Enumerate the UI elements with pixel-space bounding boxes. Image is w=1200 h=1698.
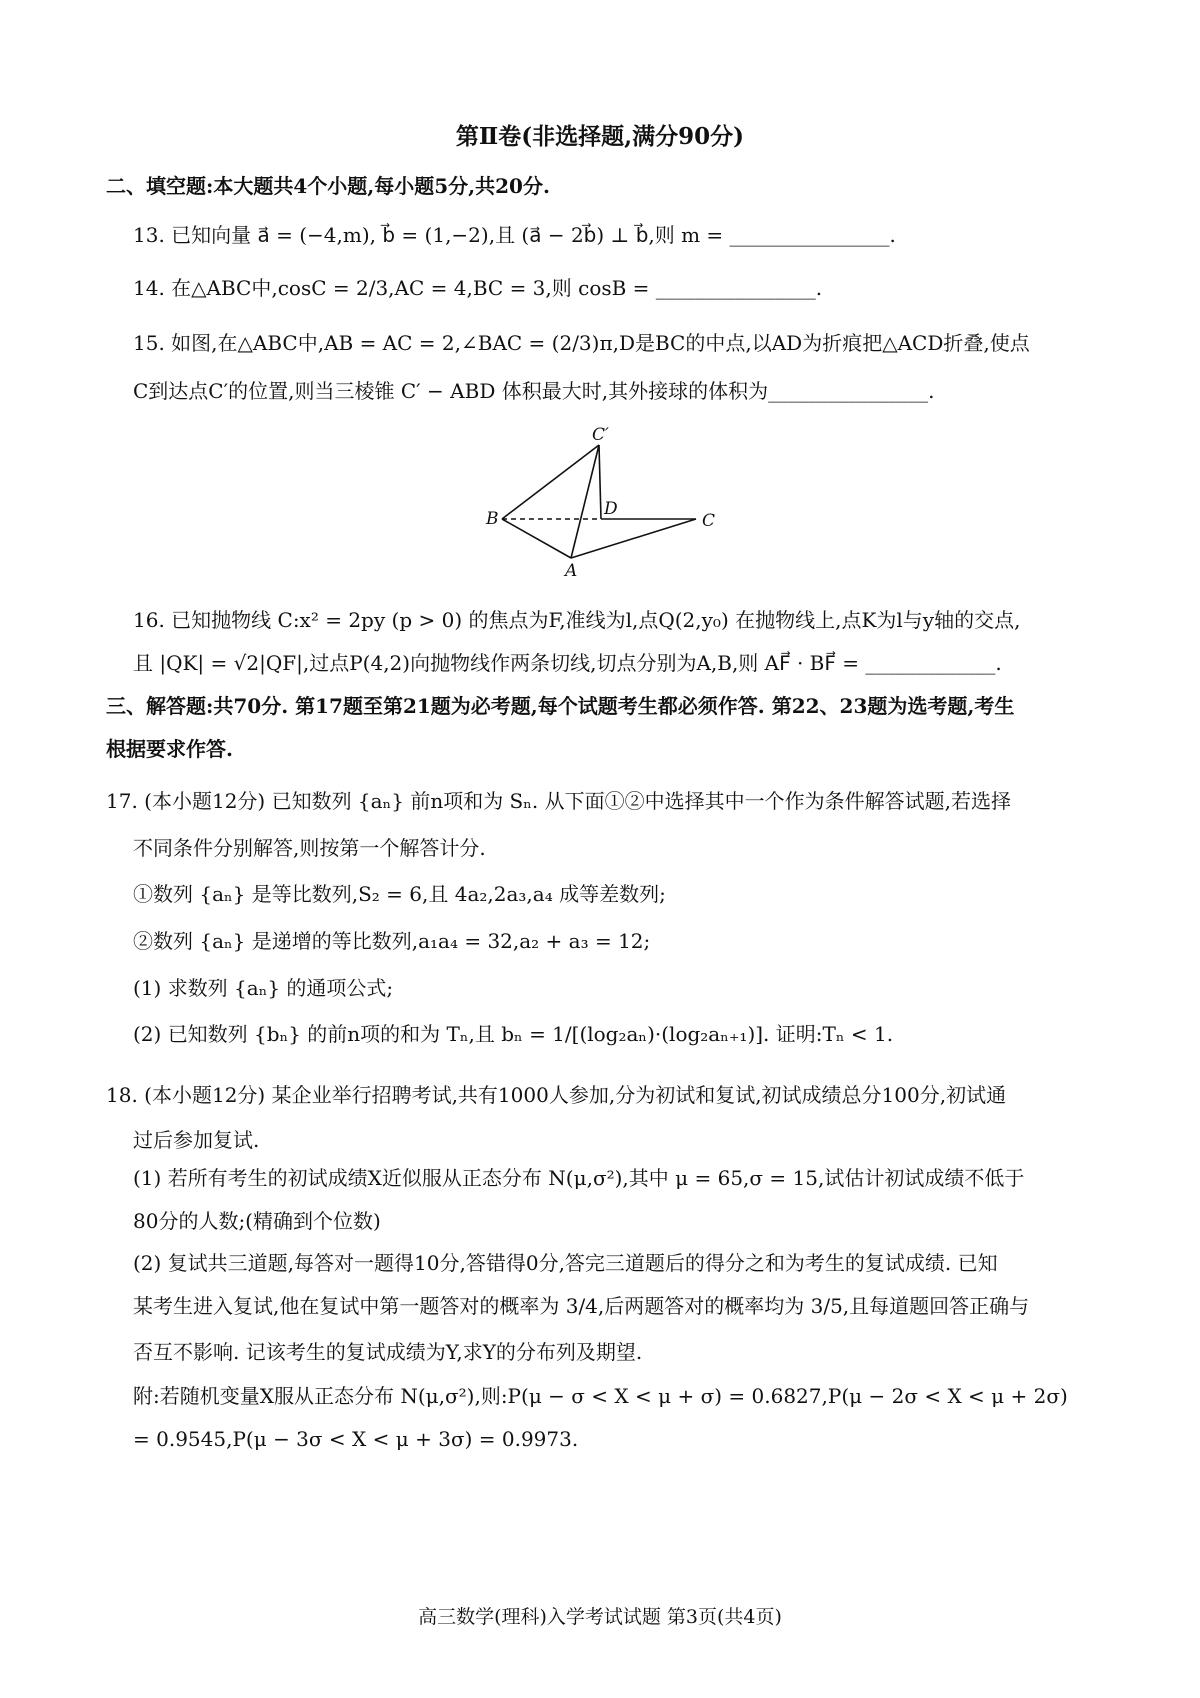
section-title: 第Ⅱ卷(非选择题,满分90分): [455, 123, 745, 150]
question-18-part-1-line-1: (1) 若所有考生的初试成绩X近似服从正态分布 N(μ,σ²),其中 μ = 65,σ = 15,试估计初试成绩不低于: [133, 1166, 1025, 1190]
label-a: A: [565, 561, 578, 581]
answer-section-heading-line-2: 根据要求作答.: [106, 737, 233, 761]
question-15-line-1: 15. 如图,在△ABC中,AB = AC = 2,∠BAC = (2/3)π,D是BC的中点,以AD为折痕把△ACD折叠,使点: [133, 331, 1030, 355]
question-17-option-1: ①数列 {aₙ} 是等比数列,S₂ = 6,且 4a₂,2a₃,a₄ 成等差数列;: [133, 882, 666, 906]
question-18-note-line-1: 附:若随机变量X服从正态分布 N(μ,σ²),则:P(μ − σ < X < μ + σ) = 0.6827,P(μ − 2σ < X < μ + 2σ): [133, 1384, 1068, 1408]
fill-in-heading: 二、填空题:本大题共4个小题,每小题5分,共20分.: [106, 174, 550, 198]
question-17-line-2: 不同条件分别解答,则按第一个解答计分.: [133, 836, 486, 860]
page-footer: 高三数学(理科)入学考试试题 第3页(共4页): [418, 1606, 782, 1628]
question-17-option-2: ②数列 {aₙ} 是递增的等比数列,a₁a₄ = 32,a₂ + a₃ = 12;: [133, 929, 651, 953]
edge-b-a: [502, 519, 571, 558]
question-14: 14. 在△ABC中,cosC = 2/3,AC = 4,BC = 3,则 cosB = ________________.: [133, 276, 823, 300]
question-16-line-2: 且 |QK| = √2|QF|,过点P(4,2)向抛物线作两条切线,切点分别为A,B,则 AF⃗ · BF⃗ = _____________.: [133, 651, 1002, 675]
question-18-part-2-line-3: 否互不影响. 记该考生的复试成绩为Y,求Y的分布列及期望.: [133, 1340, 643, 1364]
question-17-part-2: (2) 已知数列 {bₙ} 的前n项的和为 Tₙ,且 bₙ = 1/[(log₂aₙ)·(log₂aₙ₊₁)]. 证明:Tₙ < 1.: [133, 1022, 894, 1046]
edge-cprime-d: [599, 445, 601, 519]
label-c-prime: C′: [592, 425, 609, 445]
question-18-part-2-line-1: (2) 复试共三道题,每答对一题得10分,答错得0分,答完三道题后的得分之和为考生的复试成绩. 已知: [133, 1251, 998, 1275]
label-d: D: [604, 499, 618, 519]
answer-section-heading-line-1: 三、解答题:共70分. 第17题至第21题为必考题,每个试题考生都必须作答. 第22、23题为选考题,考生: [106, 694, 1015, 718]
question-17-part-1: (1) 求数列 {aₙ} 的通项公式;: [133, 976, 394, 1000]
question-16-line-1: 16. 已知抛物线 C:x² = 2py (p > 0) 的焦点为F,准线为l,点Q(2,y₀) 在抛物线上,点K为l与y轴的交点,: [133, 608, 1021, 632]
question-18-note-line-2: = 0.9545,P(μ − 3σ < X < μ + 3σ) = 0.9973.: [133, 1427, 579, 1451]
question-17-line-1: 17. (本小题12分) 已知数列 {aₙ} 前n项和为 Sₙ. 从下面①②中选择其中一个作为条件解答试题,若选择: [106, 789, 1011, 813]
question-18-line-1: 18. (本小题12分) 某企业举行招聘考试,共有1000人参加,分为初试和复试,初试成绩总分100分,初试通: [106, 1083, 1007, 1107]
edge-a-c: [571, 519, 696, 558]
edge-b-cprime: [502, 445, 599, 519]
question-18-part-1-line-2: 80分的人数;(精确到个位数): [133, 1209, 381, 1233]
edge-cprime-a: [571, 445, 599, 558]
question-15-line-2: C到达点C′的位置,则当三棱锥 C′ − ABD 体积最大时,其外接球的体积为________________.: [133, 379, 935, 403]
question-13: 13. 已知向量 a⃗ = (−4,m), b⃗ = (1,−2),且 (a⃗ − 2b⃗) ⊥ b⃗,则 m = ________________.: [133, 223, 896, 247]
label-c: C: [702, 511, 716, 531]
question-18-part-2-line-2: 某考生进入复试,他在复试中第一题答对的概率为 3/4,后两题答对的概率均为 3/5,且每道题回答正确与: [133, 1294, 1030, 1318]
label-b: B: [486, 509, 499, 529]
question-18-line-2: 过后参加复试.: [133, 1128, 260, 1152]
